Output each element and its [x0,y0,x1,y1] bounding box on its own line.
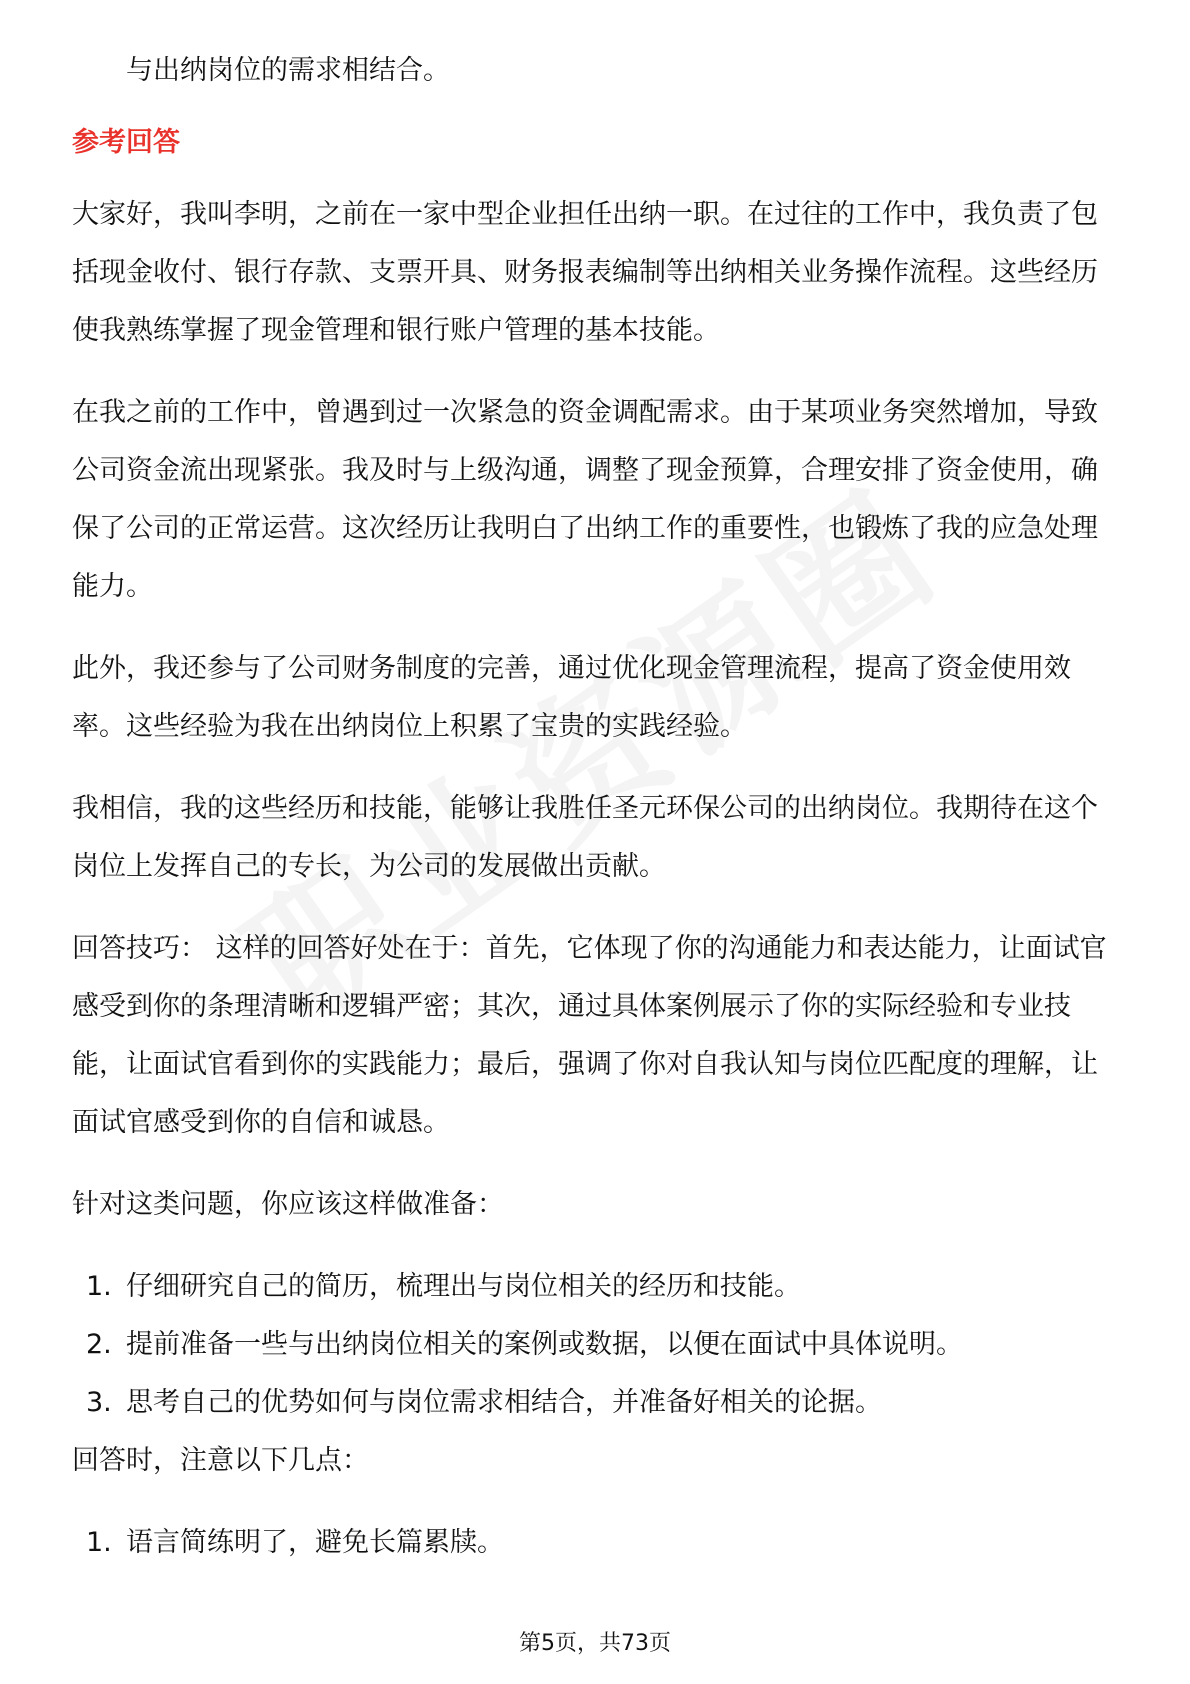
list-item-text: 仔细研究自己的简历，梳理出与岗位相关的经历和技能。 [126,1271,801,1302]
list-number: 1. [86,1527,112,1558]
tips-list [72,1514,1117,1572]
continued-line: 与出纳岗位的需求相结合。 [126,55,450,86]
paragraph: 我相信，我的这些经历和技能，能够让我胜任圣元环保公司的出纳岗位。我期待在这个岗位上发挥自己的专长，为公司的发展做出贡献。 [72,793,1098,882]
list-number: 3. [86,1387,112,1418]
preparation-intro: 针对这类问题，你应该这样做准备： [72,1189,504,1220]
page-number: 第5页，共73页 [519,1631,671,1656]
list-number: 1. [86,1271,112,1302]
paragraph: 大家好，我叫李明，之前在一家中型企业担任出纳一职。在过往的工作中，我负责了包括现金收付、银行存款、支票开具、财务报表编制等出纳相关业务操作流程。这些经历使我熟练掌握了现金管理和银行账户管理的基本技能。 [72,199,1098,346]
list-item-text: 思考自己的优势如何与岗位需求相结合，并准备好相关的论据。 [126,1387,882,1418]
list-item [72,1514,1117,1572]
answer-tips-paragraph: 回答技巧： 这样的回答好处在于：首先，它体现了你的沟通能力和表达能力，让面试官感受到你的条理清晰和逻辑严密；其次，通过具体案例展示了你的实际经验和专业技能，让面试官看到你的实践能力；最后，强调了你对自我认知与岗位匹配度的理解，让面试官感受到你的自信和诚恳。 [72,933,1107,1138]
list-item [72,1258,1117,1316]
list-item-text: 语言简练明了，避免长篇累牍。 [126,1527,504,1558]
section-heading: 参考回答 [72,127,180,158]
paragraph: 此外，我还参与了公司财务制度的完善，通过优化现金管理流程，提高了资金使用效率。这些经验为我在出纳岗位上积累了宝贵的实践经验。 [72,653,1071,742]
list-item [72,1316,1117,1374]
document-body [72,42,1117,1572]
list-number: 2. [86,1329,112,1360]
preparation-list [72,1258,1117,1432]
paragraph: 在我之前的工作中，曾遇到过一次紧急的资金调配需求。由于某项业务突然增加，导致公司资金流出现紧张。我及时与上级沟通，调整了现金预算，合理安排了资金使用，确保了公司的正常运营。这次经历让我明白了出纳工作的重要性，也锻炼了我的应急处理能力。 [72,397,1098,602]
list-item-text: 提前准备一些与出纳岗位相关的案例或数据，以便在面试中具体说明。 [126,1329,963,1360]
answer-tips-intro: 回答时，注意以下几点： [72,1445,369,1476]
list-item [72,1374,1117,1432]
